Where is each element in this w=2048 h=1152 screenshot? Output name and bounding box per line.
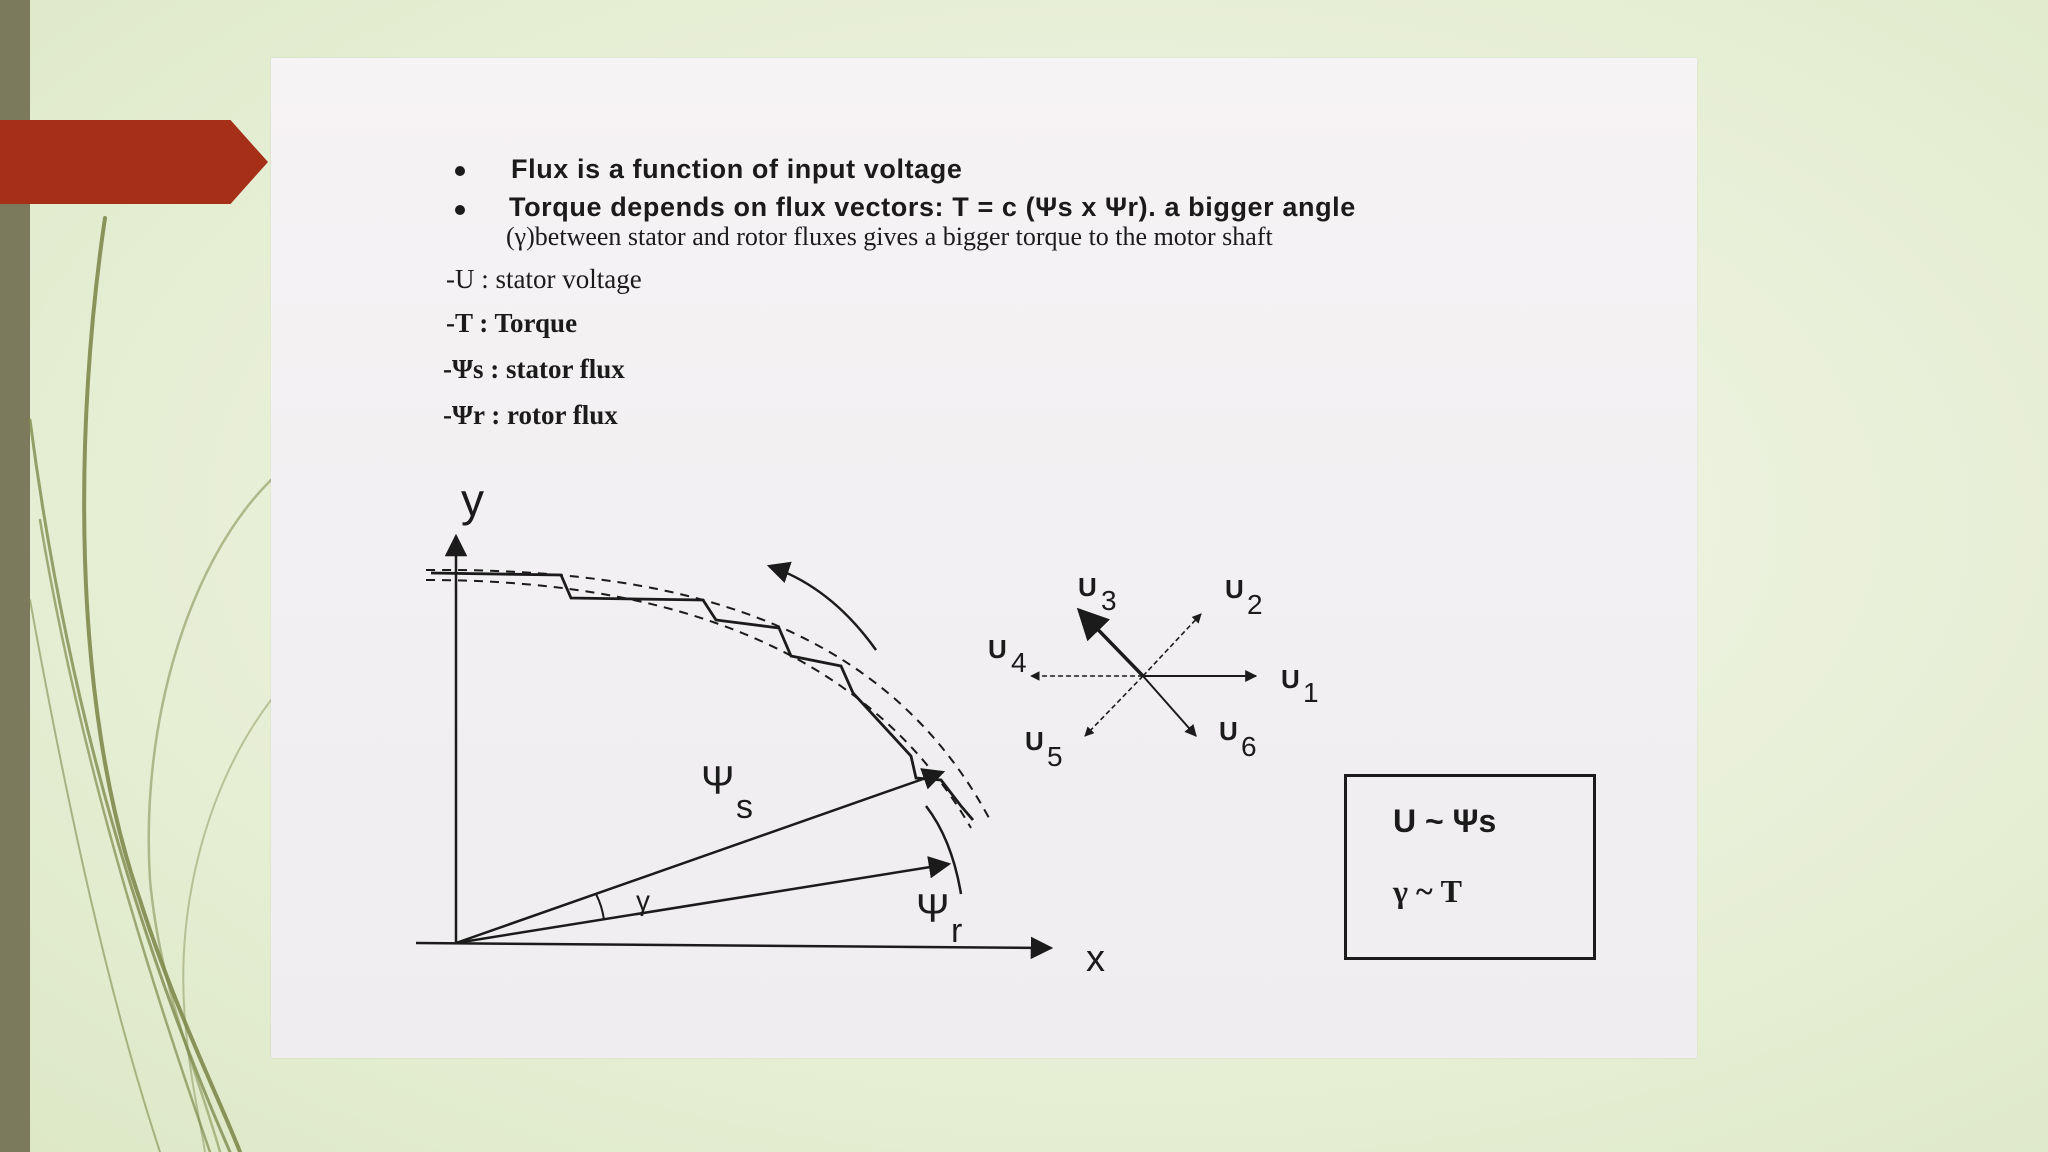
rotation-arrow bbox=[769, 566, 876, 650]
u3-subscript: 3 bbox=[1101, 585, 1117, 616]
formula-angle-torque: γ ~ T bbox=[1393, 873, 1462, 909]
x-axis-label: x bbox=[1086, 938, 1105, 980]
u6-label: U bbox=[1219, 716, 1238, 746]
u6-subscript: 6 bbox=[1241, 731, 1257, 762]
formula-box bbox=[1344, 774, 1596, 960]
stator-flux-vector bbox=[456, 772, 943, 943]
u3-vector bbox=[1079, 610, 1143, 676]
rotor-flux-arc bbox=[926, 806, 961, 894]
psi-r-subscript: r bbox=[951, 912, 963, 950]
y-axis-label: y bbox=[461, 474, 484, 526]
u1-subscript: 1 bbox=[1303, 677, 1319, 708]
u2-vector bbox=[1143, 614, 1201, 676]
u2-subscript: 2 bbox=[1247, 589, 1263, 620]
formula-voltage-flux: U ~ Ψs bbox=[1393, 803, 1497, 839]
arrow-tab bbox=[0, 120, 268, 204]
u4-subscript: 4 bbox=[1011, 647, 1027, 678]
psi-r-label: Ψ bbox=[916, 887, 950, 931]
u4-label: U bbox=[988, 634, 1007, 664]
u5-subscript: 5 bbox=[1047, 741, 1063, 772]
psi-s-label: Ψ bbox=[701, 759, 735, 803]
u5-label: U bbox=[1025, 726, 1044, 756]
legend-item: -T : Torque bbox=[446, 308, 578, 338]
gamma-label: γ bbox=[636, 885, 650, 916]
bullet-text: Flux is a function of input voltage bbox=[511, 154, 963, 184]
bullet-text: Torque depends on flux vectors: T = c (Ψs x Ψr). a bigger angle bbox=[509, 192, 1356, 222]
legend-item: -Ψs : stator flux bbox=[443, 354, 625, 384]
u5-vector bbox=[1085, 676, 1143, 736]
bullet-continuation: (γ)between stator and rotor fluxes gives a bigger torque to the motor shaft bbox=[506, 222, 1273, 251]
rotor-flux-vector bbox=[456, 864, 949, 943]
legend-item: -Ψr : rotor flux bbox=[443, 400, 618, 430]
legend-item: -U : stator voltage bbox=[446, 264, 642, 294]
u1-label: U bbox=[1281, 664, 1300, 694]
slide-photo bbox=[271, 58, 1697, 1058]
u3-label: U bbox=[1078, 572, 1097, 602]
psi-s-subscript: s bbox=[736, 788, 753, 826]
gamma-arc bbox=[596, 894, 604, 920]
u6-vector bbox=[1143, 676, 1196, 736]
u2-label: U bbox=[1225, 574, 1244, 604]
